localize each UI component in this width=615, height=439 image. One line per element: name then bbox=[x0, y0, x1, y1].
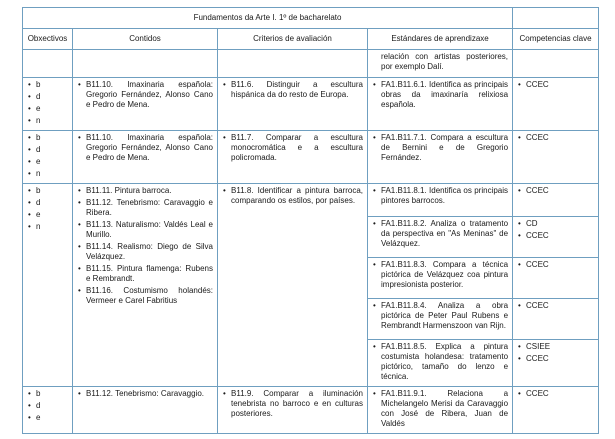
standard-item: • FA1.B11.7.1. Compara a escultura de Bernini e de Gregorio Fernández. bbox=[372, 133, 508, 163]
content-item: • B11.12. Tenebrismo: Caravaggio e Ribera. bbox=[77, 198, 213, 218]
objective-item: • d bbox=[27, 145, 68, 155]
curriculum-table bbox=[22, 7, 599, 434]
objective-item: • n bbox=[27, 222, 68, 232]
content-item: • B11.13. Naturalismo: Valdés Leal e Murillo. bbox=[77, 220, 213, 240]
header-estandares: Estándares de aprendizaxe bbox=[368, 29, 513, 50]
header-criterios: Criterios de avaliación bbox=[218, 29, 368, 50]
objective-item: • d bbox=[27, 198, 68, 208]
objective-item: • e bbox=[27, 210, 68, 220]
table-row bbox=[23, 78, 599, 131]
criterion-item: • B11.8. Identificar a pintura barroca, comparando os estilos, por países. bbox=[222, 186, 363, 206]
competency-item: • CCEC bbox=[517, 389, 594, 399]
competency-item: • CCEC bbox=[517, 354, 594, 364]
objective-item: • e bbox=[27, 104, 68, 114]
objective-item: • n bbox=[27, 169, 68, 179]
table-title: Fundamentos da Arte I. 1º de bacharelato bbox=[23, 8, 513, 29]
competency-item: • CCEC bbox=[517, 231, 594, 241]
objective-item: • n bbox=[27, 116, 68, 126]
standard-item: • FA1.B11.8.2. Analiza o tratamento da perspectiva en "As Meninas" de Velázquez. bbox=[372, 219, 508, 249]
objective-item: • b bbox=[27, 389, 68, 399]
table-row bbox=[23, 50, 599, 78]
objective-item: • e bbox=[27, 413, 68, 423]
content-item: • B11.10. Imaxinaria española: Gregorio Fernández, Alonso Cano e Pedro de Mena. bbox=[77, 80, 213, 110]
table-title-blank bbox=[513, 8, 599, 29]
competency-item: • CCEC bbox=[517, 260, 594, 270]
standard-item: • FA1.B11.8.3. Compara a técnica pictórica de Velázquez coa pintura impresionista posterior. bbox=[372, 260, 508, 290]
content-item: • B11.10. Imaxinaria española: Gregorio Fernández, Alonso Cano e Pedro de Mena. bbox=[77, 133, 213, 163]
standard-item: • FA1.B11.8.4. Analiza a obra pictórica de Peter Paul Rubens e Rembrandt Harmenszoon van Rijn. bbox=[372, 301, 508, 331]
table-row bbox=[23, 184, 599, 387]
objective-item: • b bbox=[27, 80, 68, 90]
competency-item: • CD bbox=[517, 219, 594, 229]
objective-item: • d bbox=[27, 92, 68, 102]
objective-item: • b bbox=[27, 133, 68, 143]
content-item: • B11.16. Costumismo holandés: Vermeer e Carel Fabritius bbox=[77, 286, 213, 306]
content-item: • B11.12. Tenebrismo: Caravaggio. bbox=[77, 389, 213, 399]
criterion-item: • B11.6. Distinguir a escultura hispánica da do resto de Europa. bbox=[222, 80, 363, 100]
standard-continuation: relación con artistas posteriores, por exemplo Dalí. bbox=[368, 50, 513, 78]
content-item: • B11.15. Pintura flamenga: Rubens e Rembrandt. bbox=[77, 264, 213, 284]
objective-item: • d bbox=[27, 401, 68, 411]
table-row bbox=[23, 131, 599, 184]
content-item: • B11.14. Realismo: Diego de Silva Velázquez. bbox=[77, 242, 213, 262]
table-row bbox=[23, 387, 599, 434]
competency-item: • CSIEE bbox=[517, 342, 594, 352]
competency-item: • CCEC bbox=[517, 80, 594, 90]
standard-item: • FA1.B11.9.1. Relaciona a Michelangelo Merisi da Caravaggio con José de Ribera, Juan de Valdés bbox=[372, 389, 508, 429]
content-item: • B11.11. Pintura barroca. bbox=[77, 186, 213, 196]
competency-item: • CCEC bbox=[517, 186, 594, 196]
objective-item: • e bbox=[27, 157, 68, 167]
criterion-item: • B11.9. Comparar a iluminación tenebrista no barroco e en culturas posteriores. bbox=[222, 389, 363, 419]
standard-item: • FA1.B11.8.1. Identifica os principais pintores barrocos. bbox=[372, 186, 508, 206]
objective-item: • b bbox=[27, 186, 68, 196]
competency-item: • CCEC bbox=[517, 133, 594, 143]
standard-item: • FA1.B11.8.5. Explica a pintura costumista holandesa: tratamento pictórico, tamaño do lenzo e técnica. bbox=[372, 342, 508, 382]
header-contidos: Contidos bbox=[73, 29, 218, 50]
standard-item: • FA1.B11.6.1. Identifica as principais obras da imaxinaría relixiosa española. bbox=[372, 80, 508, 110]
criterion-item: • B11.7. Comparar a escultura monocromática e a escultura policromada. bbox=[222, 133, 363, 163]
competency-item: • CCEC bbox=[517, 301, 594, 311]
header-competencias: Competencias clave bbox=[513, 29, 599, 50]
header-obxectivos: Obxectivos bbox=[23, 29, 73, 50]
